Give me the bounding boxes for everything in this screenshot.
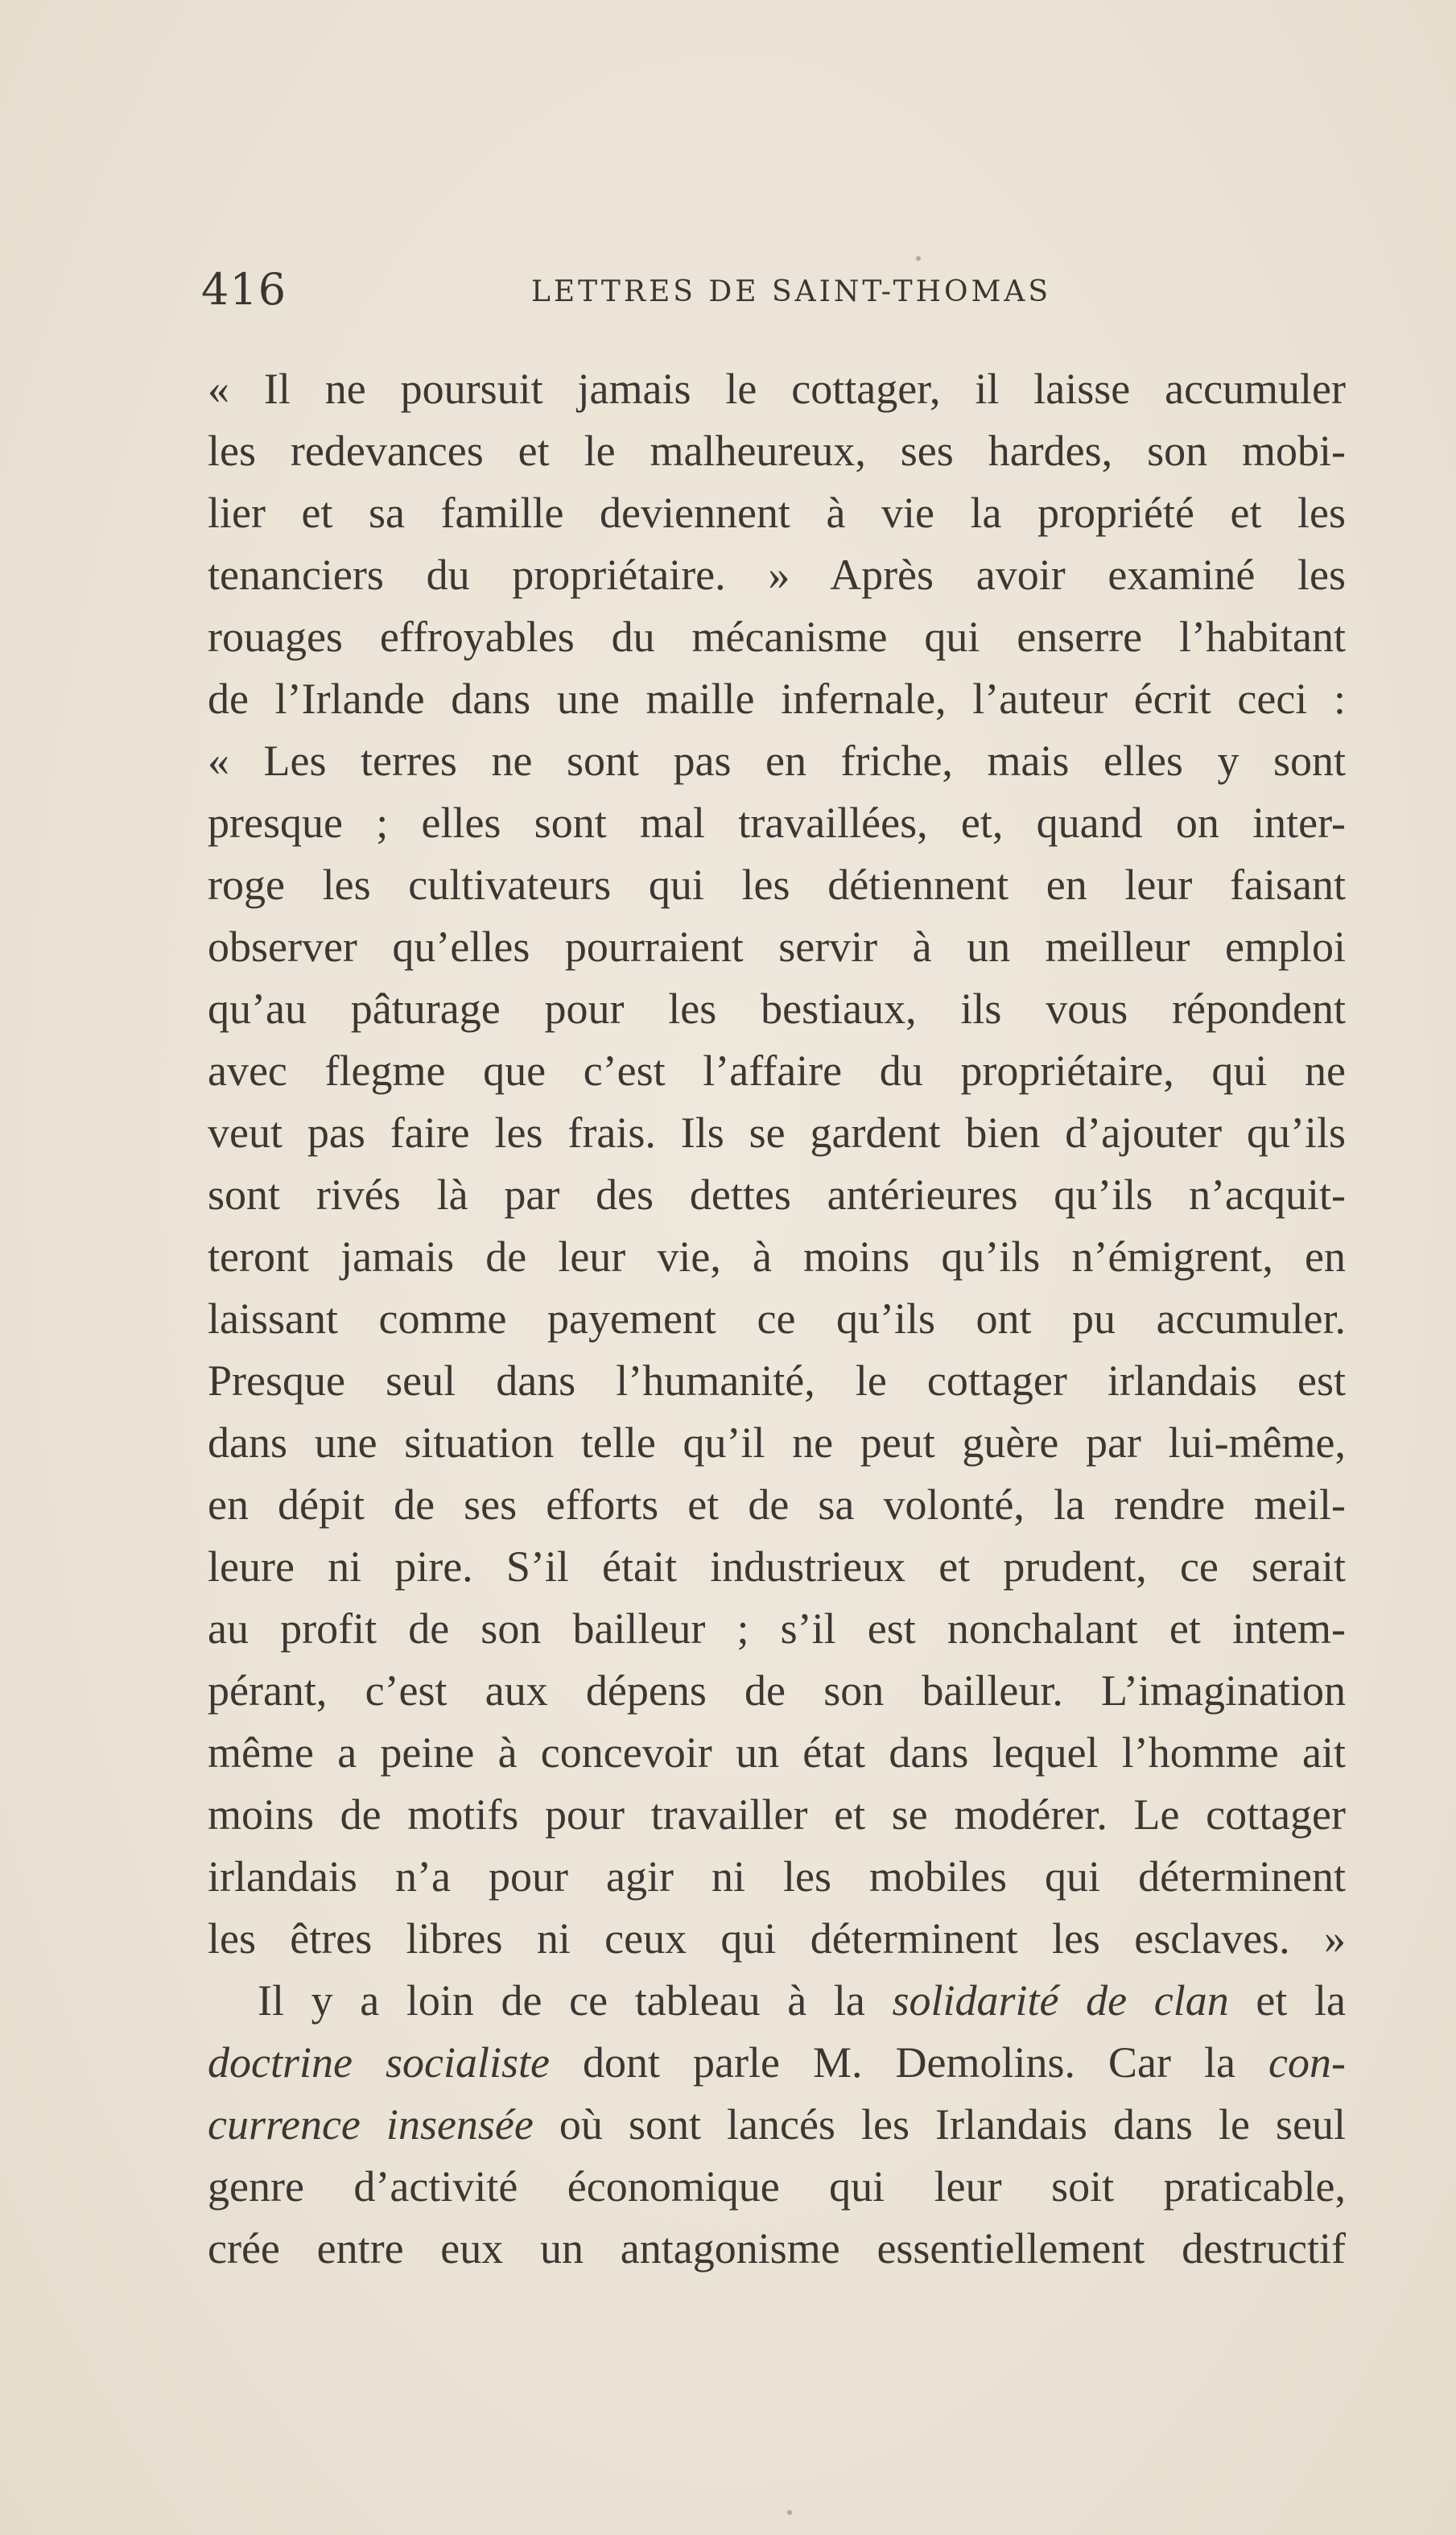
text-line: irlandais n’a pour agir ni les mobiles qui déterminent xyxy=(208,1852,1346,1901)
body-text xyxy=(208,358,1346,2280)
paragraph-2-line-5: crée entre eux un antagonisme essentiellement destructif xyxy=(208,2224,1346,2273)
text-line: les redevances et le malheureux, ses hardes, son mobi- xyxy=(208,427,1346,475)
text-line: tenanciers du propriétaire. » Après avoir examiné les xyxy=(208,551,1346,599)
paragraph-2-line-1 xyxy=(208,1970,1346,2032)
text-line: même a peine à concevoir un état dans lequel l’homme ait xyxy=(208,1728,1346,1777)
text-line: en dépit de ses efforts et de sa volonté, la rendre meil- xyxy=(208,1480,1346,1529)
text-line: Presque seul dans l’humanité, le cottager irlandais est xyxy=(208,1356,1346,1405)
paragraph-2-line-2 xyxy=(208,2032,1346,2094)
text-line: roge les cultivateurs qui les détiennent en leur faisant xyxy=(208,861,1346,909)
text-run: et la xyxy=(1228,1976,1346,2025)
text-line: « Les terres ne sont pas en friche, mais elles y sont xyxy=(208,737,1346,785)
text-line: de l’Irlande dans une maille infernale, l’auteur écrit ceci : xyxy=(208,675,1346,723)
paper-speck xyxy=(916,256,921,261)
text-line: moins de motifs pour travailler et se modérer. Le cottager xyxy=(208,1790,1346,1839)
paragraph-2-line-4: genre d’activité économique qui leur soit praticable, xyxy=(208,2162,1346,2211)
text-line: avec flegme que c’est l’affaire du propriétaire, qui ne xyxy=(208,1047,1346,1095)
text-line: les êtres libres ni ceux qui déterminent les esclaves. » xyxy=(208,1914,1346,1963)
text-line: observer qu’elles pourraient servir à un meilleur emploi xyxy=(208,923,1346,971)
paper-speck xyxy=(787,2510,792,2515)
text-run: où sont lancés les Irlandais dans le seul xyxy=(533,2100,1346,2149)
text-line: laissant comme payement ce qu’ils ont pu accumuler. xyxy=(208,1294,1346,1343)
text-line: rouages effroyables du mécanisme qui enserre l’habitant xyxy=(208,613,1346,661)
italic-phrase-currence: currence insensée xyxy=(208,2100,534,2149)
text-run: dont parle M. Demolins. Car la xyxy=(549,2038,1269,2087)
text-line: au profit de son bailleur ; s’il est nonchalant et intem- xyxy=(208,1604,1346,1653)
text-line: presque ; elles sont mal travaillées, et, quand on inter- xyxy=(208,799,1346,847)
text-line: teront jamais de leur vie, à moins qu’ils n’émigrent, en xyxy=(208,1232,1346,1281)
text-line: leure ni pire. S’il était industrieux et prudent, ce serait xyxy=(208,1542,1346,1591)
text-line: pérant, c’est aux dépens de son bailleur. L’imagination xyxy=(208,1666,1346,1715)
text-line: qu’au pâturage pour les bestiaux, ils vous répondent xyxy=(208,985,1346,1033)
italic-phrase-doctrine: doctrine socialiste xyxy=(208,2038,550,2087)
text-line: sont rivés là par des dettes antérieures qu’ils n’acquit- xyxy=(208,1170,1346,1219)
text-line: « Il ne poursuit jamais le cottager, il laisse accumuler xyxy=(208,365,1346,413)
text-line: lier et sa famille deviennent à vie la propriété et les xyxy=(208,489,1346,537)
text-line: veut pas faire les frais. Ils se gardent bien d’ajouter qu’ils xyxy=(208,1109,1346,1157)
paragraph-2-line-3 xyxy=(208,2094,1346,2156)
running-head: LETTRES DE SAINT-THOMAS xyxy=(531,275,1052,308)
italic-phrase-con: con- xyxy=(1268,2038,1346,2087)
page-header xyxy=(201,262,1352,318)
text-line: dans une situation telle qu’il ne peut guère par lui-même, xyxy=(208,1418,1346,1467)
page-number: 416 xyxy=(201,264,287,315)
text-run: Il y a loin de ce tableau à la xyxy=(258,1976,893,2025)
italic-phrase-solidarite: solidarité de clan xyxy=(892,1976,1229,2025)
